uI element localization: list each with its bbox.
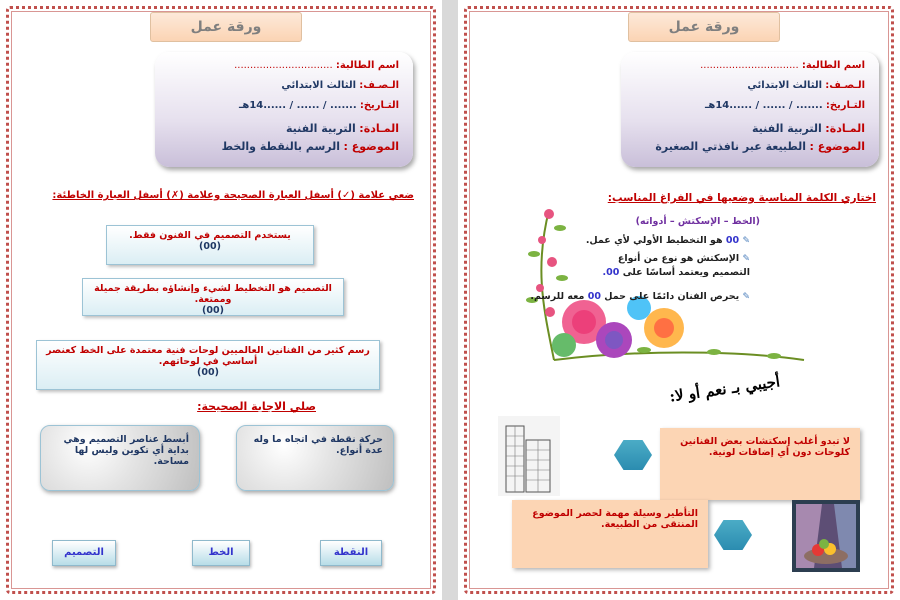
subject-value: التربية الفنية bbox=[285, 122, 356, 135]
date-value: ....... / ...... / ......14هـ bbox=[238, 100, 357, 111]
fill-item-2 bbox=[600, 252, 750, 280]
fill-blank-instruction: اختاري الكلمة المناسبة وضعيها في الفراغ المناسب: bbox=[607, 192, 876, 204]
student-name-blank: ............................... bbox=[234, 60, 333, 71]
subject-label: المـادة: bbox=[825, 122, 865, 135]
subject-value: التربية الفنية bbox=[751, 122, 822, 135]
subject-label: المـادة: bbox=[359, 122, 399, 135]
statement-box-2 bbox=[82, 278, 344, 316]
class-value: الثالث الابتدائي bbox=[281, 80, 357, 91]
fill-text: يحرص الفنان دائمًا على حمل bbox=[604, 291, 740, 302]
student-label: اسم الطالبة: bbox=[335, 60, 399, 71]
fill-item-3 bbox=[530, 290, 750, 304]
answer-button-dot[interactable]: النقطة bbox=[320, 540, 382, 566]
class-label: الـصـف: bbox=[825, 80, 865, 91]
worksheet-title: ورقة عمل bbox=[150, 12, 302, 42]
answer-blank: (00) bbox=[197, 367, 219, 378]
statement-box-3 bbox=[36, 340, 380, 390]
date-value: ....... / ...... / ......14هـ bbox=[704, 100, 823, 111]
still-life-painting-image bbox=[792, 500, 860, 572]
yes-no-box-1 bbox=[660, 428, 860, 500]
true-false-instruction: ضعي علامة (✓) أسفل العبارة الصحيحة وعلامة (✗) أسفل العبارة الخاطئة: bbox=[52, 190, 414, 201]
fill-item-1 bbox=[586, 234, 750, 248]
statement-box-1 bbox=[106, 225, 314, 265]
match-box-2 bbox=[236, 425, 394, 491]
date-label: التـاريخ: bbox=[825, 100, 865, 111]
student-name-blank: ............................... bbox=[700, 60, 799, 71]
date-label: التـاريخ: bbox=[359, 100, 399, 111]
left-worksheet-page bbox=[0, 0, 442, 600]
pencil-icon: ✎ bbox=[742, 236, 750, 246]
worksheet-title: ورقة عمل bbox=[628, 12, 780, 42]
student-info-card bbox=[621, 52, 879, 167]
yes-no-text: التأطير وسيلة مهمة لحصر الموضوع المنتقى من الطبيعة. bbox=[532, 508, 698, 530]
answer-blank: (00) bbox=[199, 241, 221, 252]
class-label: الـصـف: bbox=[359, 80, 399, 91]
pencil-icon: ✎ bbox=[742, 292, 750, 302]
yes-no-heading: أجيبي بـ نعم أو لا: bbox=[667, 372, 781, 406]
statement-text: يستخدم التصميم في الفنون فقط. bbox=[129, 230, 291, 241]
topic-value: الطبيعة عبر نافذتي الصغيرة bbox=[655, 140, 807, 153]
topic-value: الرسم بالنقطة والخط bbox=[221, 140, 341, 153]
answer-button-design[interactable]: التصميم bbox=[52, 540, 116, 566]
student-label: اسم الطالبة: bbox=[801, 60, 865, 71]
fill-text-end: معه للرسم. bbox=[530, 291, 585, 302]
answer-button-line[interactable]: الخط bbox=[192, 540, 250, 566]
statement-text: التصميم هو التخطيط لشيء وإنشاؤه بطريقة جميلة وممتعة. bbox=[94, 283, 332, 305]
matching-instruction: صلي الاجابة الصحيحة: bbox=[197, 400, 316, 413]
topic-label: الموضوع : bbox=[343, 140, 399, 153]
right-worksheet-page bbox=[458, 0, 900, 600]
word-options: (الخط – الإسكتش – أدواته) bbox=[635, 216, 760, 227]
building-sketch-image bbox=[498, 416, 560, 496]
yes-no-box-2 bbox=[512, 500, 708, 568]
match-text: حركة نقطة في اتجاه ما وله عدة أنواع. bbox=[253, 434, 383, 456]
fill-blank: 00 bbox=[725, 235, 740, 246]
answer-blank: (00) bbox=[202, 305, 224, 316]
yes-no-text: لا تبدو أغلب إسكتشات بعض الفنانين كلوحات دون أي إضافات لونية. bbox=[680, 436, 850, 458]
pencil-icon: ✎ bbox=[742, 254, 750, 264]
topic-label: الموضوع : bbox=[809, 140, 865, 153]
match-box-1 bbox=[40, 425, 200, 491]
fill-blank: 00. bbox=[602, 267, 620, 278]
student-info-card bbox=[155, 52, 413, 167]
class-value: الثالث الابتدائي bbox=[747, 80, 823, 91]
match-text: أبسط عناصر التصميم وهي بداية أي تكوين وليس لها مساحة. bbox=[63, 434, 189, 467]
fill-text: هو التخطيط الأولي لأي عمل. bbox=[585, 235, 723, 246]
fill-blank: 00 bbox=[587, 291, 601, 302]
fill-text: الإسكتش هو نوع من أنواع التصميم ويعتمد أساسًا على bbox=[617, 253, 750, 278]
statement-text: رسم كثير من الفنانين العالميين لوحات فنية معتمدة على الخط كعنصر أساسي في لوحاتهم. bbox=[46, 345, 370, 367]
